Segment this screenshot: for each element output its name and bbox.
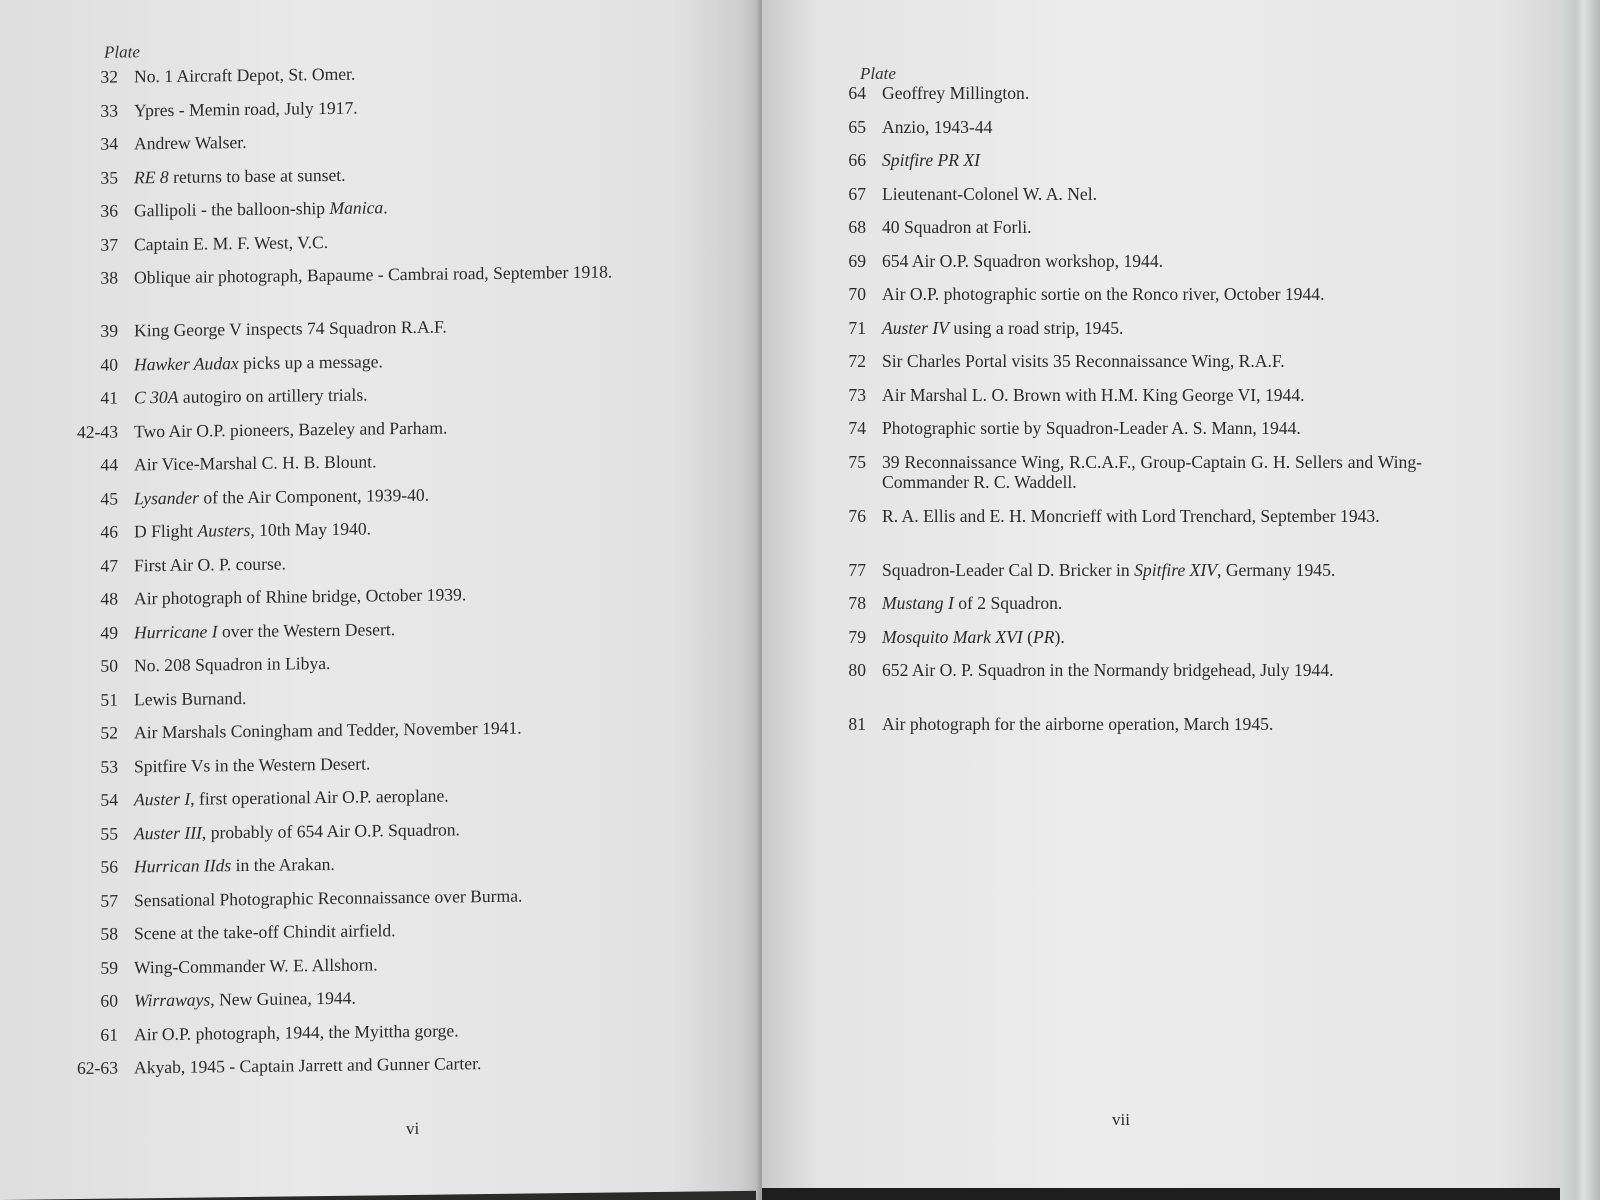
- plate-number: 78: [848, 593, 866, 613]
- plate-number: 45: [100, 488, 118, 509]
- plate-caption: [882, 506, 1422, 526]
- plate-number: 74: [848, 418, 866, 438]
- plate-entry: [806, 83, 1422, 103]
- plate-entry: [806, 452, 1422, 492]
- plate-number: 67: [848, 183, 866, 204]
- caption-text: Lewis Burnand.: [134, 687, 247, 709]
- plate-caption: [134, 381, 694, 408]
- caption-text: D Flight: [134, 520, 198, 542]
- plate-entry: [806, 560, 1422, 580]
- caption-text: R. A. Ellis and E. H. Moncrieff with Lord Trenchard, September 1943.: [882, 505, 1380, 526]
- plate-entry: [806, 506, 1422, 526]
- plate-caption: [882, 385, 1422, 405]
- caption-text: , 10th May 1940.: [250, 518, 372, 540]
- plate-number: 62-63: [76, 1057, 118, 1079]
- caption-italic: C 30A: [134, 386, 179, 408]
- plate-entry: [52, 783, 694, 811]
- table-surface: [762, 1188, 1562, 1200]
- plate-entry: [806, 385, 1422, 405]
- caption-text: No. 1 Aircraft Depot, St. Omer.: [134, 63, 356, 87]
- plate-number: 36: [100, 200, 118, 221]
- caption-italic: Wirraways: [134, 989, 211, 1011]
- plate-caption: [134, 414, 694, 441]
- caption-text: Gallipoli - the balloon-ship: [134, 197, 330, 221]
- plate-caption: [882, 714, 1422, 734]
- plate-number: 35: [100, 167, 118, 188]
- caption-text: Geoffrey Millington.: [882, 83, 1030, 103]
- plate-entry: [806, 150, 1422, 170]
- plate-number: 68: [848, 217, 866, 237]
- plate-entry: [806, 284, 1422, 304]
- plate-heading: Plate: [860, 64, 896, 83]
- plate-number: 56: [100, 856, 118, 877]
- plate-entry: [806, 251, 1422, 271]
- caption-italic: Austers: [197, 519, 251, 541]
- plate-caption: [134, 883, 694, 910]
- caption-text: , first operational Air O.P. aeroplane.: [190, 785, 449, 809]
- caption-italic: Mosquito Mark XVI: [882, 626, 1023, 647]
- plate-caption: [134, 127, 694, 154]
- plate-caption: [134, 850, 694, 877]
- caption-text: , probably of 654 Air O.P. Squadron.: [201, 818, 460, 843]
- caption-italic: Manica: [329, 197, 384, 218]
- plate-caption: [134, 314, 694, 341]
- plate-number: 50: [100, 655, 118, 676]
- plate-entry: [52, 883, 694, 911]
- plate-number: 51: [100, 689, 118, 710]
- plate-entry: [52, 950, 694, 978]
- caption-text: returns to base at sunset.: [168, 164, 346, 187]
- plate-caption: [134, 347, 694, 374]
- plate-number: 79: [848, 626, 866, 647]
- plate-caption: [882, 560, 1422, 580]
- plate-number: 69: [848, 250, 866, 271]
- plate-caption: [134, 582, 694, 609]
- plate-number: 48: [100, 588, 118, 609]
- caption-text: Air O.P. photographic sortie on the Ronco river, October 1944.: [882, 284, 1325, 304]
- plate-entry: [52, 1017, 694, 1045]
- plate-caption: [882, 318, 1422, 338]
- caption-text: Air photograph for the airborne operation, March 1945.: [882, 714, 1274, 734]
- plate-caption: [882, 627, 1422, 647]
- caption-text: 39 Reconnaissance Wing, R.C.A.F., Group-Captain G. H. Sellers and Wing-Commander R. C. Waddell.: [882, 451, 1422, 492]
- plate-number: 72: [848, 351, 866, 371]
- caption-text: Air Vice-Marshal C. H. B. Blount.: [134, 451, 377, 475]
- plate-entry: [52, 515, 694, 543]
- plate-caption: [134, 783, 694, 810]
- plate-entry: [806, 593, 1422, 613]
- caption-text: of the Air Component, 1939-40.: [198, 484, 430, 508]
- plate-number: 57: [100, 890, 118, 911]
- plate-entry: [52, 448, 694, 476]
- plate-caption: [134, 649, 694, 676]
- page-number: vi: [406, 1118, 420, 1139]
- plate-entry: [806, 184, 1422, 204]
- plate-caption: [134, 816, 694, 843]
- plate-number: 46: [100, 521, 118, 542]
- caption-italic: Auster I: [134, 788, 191, 810]
- plate-number: 55: [100, 823, 118, 844]
- plate-caption: [134, 1017, 694, 1044]
- caption-text: Andrew Walser.: [134, 131, 247, 154]
- plate-number: 41: [100, 387, 118, 408]
- caption-text: 40 Squadron at Forli.: [882, 217, 1032, 237]
- caption-text: Air photograph of Rhine bridge, October 1939.: [134, 584, 467, 609]
- plate-number: 71: [848, 317, 866, 338]
- caption-italic: Hurrican IIds: [134, 855, 232, 877]
- plate-caption: [134, 917, 694, 944]
- caption-text: Squadron-Leader Cal D. Bricker in: [882, 559, 1135, 580]
- caption-text: No. 208 Squadron in Libya.: [134, 652, 331, 676]
- plate-number: 61: [100, 1024, 118, 1045]
- plate-caption: [134, 1051, 694, 1078]
- caption-text: autogiro on artillery trials.: [178, 384, 368, 407]
- plate-number: 76: [848, 505, 866, 526]
- plate-entry: [52, 261, 694, 289]
- left-page: [0, 0, 762, 1200]
- caption-italic: Mustang I: [882, 593, 954, 613]
- plate-entry: [52, 93, 694, 121]
- plate-caption: [882, 418, 1422, 438]
- caption-italic: Hurricane I: [134, 620, 218, 642]
- plate-caption: [134, 261, 694, 288]
- plate-number: 64: [848, 83, 866, 103]
- plate-entry: [52, 381, 694, 409]
- plate-caption: [882, 150, 1422, 170]
- caption-text: Akyab, 1945 - Captain Jarrett and Gunner Carter.: [134, 1053, 482, 1078]
- plate-number: 39: [100, 320, 118, 341]
- plate-number: 54: [100, 789, 118, 810]
- plate-entry: [52, 160, 694, 188]
- plate-number: 34: [100, 133, 118, 154]
- plate-number: 81: [848, 714, 866, 734]
- caption-text: Photographic sortie by Squadron-Leader A. S. Mann, 1944.: [882, 418, 1301, 438]
- plate-entry: [52, 984, 694, 1012]
- right-page: [762, 0, 1560, 1188]
- plate-number: 44: [100, 454, 118, 475]
- caption-text: , Germany 1945.: [1217, 559, 1336, 580]
- caption-text: of 2 Squadron.: [953, 593, 1063, 613]
- plate-number: 37: [100, 234, 118, 255]
- caption-text: Ypres - Memin road, July 1917.: [134, 97, 358, 120]
- plate-entry: [806, 351, 1422, 371]
- plate-caption: [882, 284, 1422, 304]
- plate-caption: [134, 60, 694, 87]
- plate-number: 38: [100, 267, 118, 288]
- plate-entry: [52, 716, 694, 744]
- plate-number: 59: [100, 957, 118, 978]
- plate-caption: [882, 217, 1422, 237]
- caption-italic: RE 8: [134, 166, 169, 187]
- caption-text: .: [383, 197, 388, 218]
- plate-number: 75: [848, 451, 866, 472]
- plate-number: 42-43: [76, 421, 118, 442]
- plate-number: 32: [100, 66, 118, 87]
- caption-text: First Air O. P. course.: [134, 553, 286, 575]
- plate-caption: [134, 160, 694, 187]
- caption-text: in the Arakan.: [231, 853, 335, 876]
- plate-number: 49: [100, 622, 118, 643]
- plate-caption: [134, 716, 694, 743]
- caption-text: Sir Charles Portal visits 35 Reconnaissance Wing, R.A.F.: [882, 351, 1285, 371]
- plate-number: 40: [100, 354, 118, 375]
- plate-entry: [52, 1051, 694, 1079]
- plate-entry: [52, 60, 694, 88]
- plate-entry: [806, 117, 1422, 137]
- plate-entry: [806, 217, 1422, 237]
- plate-entry: [52, 127, 694, 155]
- plate-caption: [134, 515, 694, 542]
- caption-text: Lieutenant-Colonel W. A. Nel.: [882, 183, 1097, 204]
- plate-entry: [52, 227, 694, 255]
- plate-number: 73: [848, 384, 866, 405]
- caption-text: picks up a message.: [238, 350, 383, 373]
- caption-text: Air Marshals Coningham and Tedder, November 1941.: [134, 717, 522, 743]
- caption-text: Air Marshal L. O. Brown with H.M. King George VI, 1944.: [882, 384, 1305, 405]
- page-number: vii: [1112, 1110, 1130, 1129]
- plate-number: 47: [100, 555, 118, 576]
- caption-text: Sensational Photographic Reconnaissance over Burma.: [134, 885, 523, 910]
- plate-entry: [52, 615, 694, 643]
- plate-caption: [134, 548, 694, 575]
- plate-number: 70: [848, 284, 866, 304]
- plate-entry: [52, 194, 694, 222]
- plate-caption: [134, 984, 694, 1011]
- plate-entry: [52, 649, 694, 677]
- plate-number: 80: [848, 660, 866, 680]
- caption-text: Air O.P. photograph, 1944, the Myittha gorge.: [134, 1019, 459, 1044]
- caption-text: Oblique air photograph, Bapaume - Cambrai road, September 1918.: [134, 261, 613, 288]
- plate-caption: [882, 117, 1422, 137]
- plate-entry: [806, 627, 1422, 647]
- caption-italic: Auster III: [134, 822, 202, 843]
- plate-entry: [806, 318, 1422, 338]
- caption-text: Spitfire Vs in the Western Desert.: [134, 752, 371, 776]
- caption-text: Captain E. M. F. West, V.C.: [134, 231, 329, 254]
- next-page-edge: [1560, 0, 1600, 1200]
- caption-text: , New Guinea, 1944.: [210, 987, 356, 1010]
- plate-entry: [52, 347, 694, 375]
- plate-caption: [134, 194, 694, 221]
- plate-caption: [882, 83, 1422, 103]
- caption-italic: Lysander: [134, 487, 199, 508]
- plate-entry: [52, 850, 694, 878]
- plate-entry: [806, 660, 1422, 680]
- plate-entry: [52, 917, 694, 945]
- plate-caption: [882, 351, 1422, 371]
- plate-caption: [134, 950, 694, 977]
- caption-italic: PR: [1033, 626, 1055, 647]
- caption-text: Anzio, 1943-44: [882, 116, 993, 137]
- plate-number: 52: [100, 722, 118, 743]
- caption-italic: Hawker Audax: [134, 352, 239, 374]
- plate-number: 66: [848, 150, 866, 170]
- plate-caption: [134, 481, 694, 508]
- plate-caption: [134, 615, 694, 642]
- plate-entry: [52, 816, 694, 844]
- plate-entry: [806, 714, 1422, 734]
- plate-caption: [882, 660, 1422, 680]
- plate-caption: [882, 251, 1422, 271]
- caption-text: Two Air O.P. pioneers, Bazeley and Parham.: [134, 417, 448, 441]
- plate-entry: [52, 749, 694, 777]
- caption-text: using a road strip, 1945.: [948, 317, 1124, 338]
- caption-text: (: [1022, 626, 1033, 647]
- plate-caption: [882, 593, 1422, 613]
- plate-number: 58: [100, 923, 118, 944]
- plate-caption: [882, 452, 1422, 492]
- plate-caption: [134, 93, 694, 120]
- caption-text: 654 Air O.P. Squadron workshop, 1944.: [882, 250, 1164, 271]
- caption-text: over the Western Desert.: [217, 618, 396, 641]
- plate-entry: [52, 548, 694, 576]
- plate-entry: [52, 582, 694, 610]
- caption-text: 652 Air O. P. Squadron in the Normandy bridgehead, July 1944.: [882, 660, 1334, 680]
- plate-caption: [134, 682, 694, 709]
- plate-entry: [52, 481, 694, 509]
- caption-text: ).: [1054, 626, 1065, 647]
- plate-caption: [134, 448, 694, 475]
- caption-italic: Spitfire XIV: [1134, 559, 1218, 580]
- caption-text: Scene at the take-off Chindit airfield.: [134, 920, 396, 944]
- plate-number: 53: [100, 756, 118, 777]
- caption-italic: Auster IV: [882, 317, 949, 338]
- plate-number: 33: [100, 100, 118, 121]
- caption-text: King George V inspects 74 Squadron R.A.F.: [134, 316, 447, 341]
- caption-italic: Spitfire PR XI: [882, 150, 981, 170]
- plate-caption: [134, 749, 694, 776]
- plate-number: 77: [848, 559, 866, 580]
- plate-number: 65: [848, 116, 866, 137]
- plate-number: 60: [100, 990, 118, 1011]
- plate-caption: [134, 227, 694, 254]
- plate-entry: [52, 682, 694, 710]
- caption-text: Wing-Commander W. E. Allshorn.: [134, 953, 378, 977]
- plate-entry: [52, 314, 694, 342]
- plate-entry: [52, 414, 694, 442]
- plate-entry: [806, 418, 1422, 438]
- plate-caption: [882, 184, 1422, 204]
- plate-heading: Plate: [104, 42, 140, 62]
